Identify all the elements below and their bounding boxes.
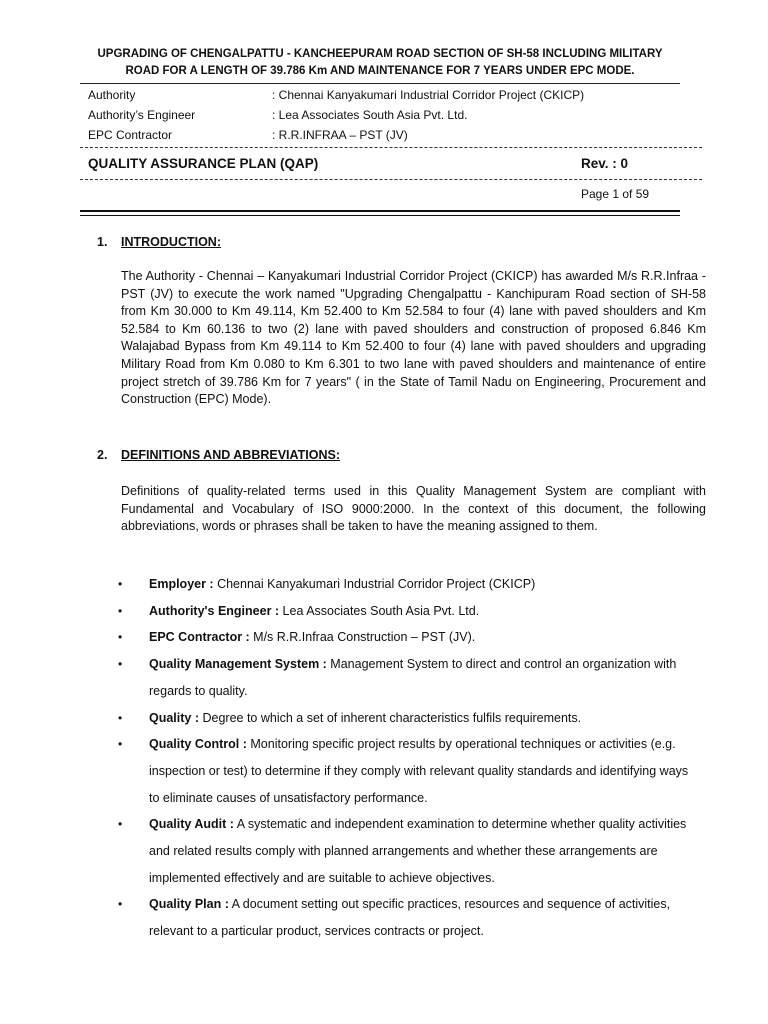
header-double-rule [80,210,680,212]
bullet-icon: • [118,897,123,912]
section-title: INTRODUCTION: [121,235,221,249]
definition-term: Authority's Engineer : [149,603,280,618]
meta-key: Authority [88,88,136,102]
definition-text: Management System to direct and control an organization with regards to quality. [149,657,677,698]
meta-value: : Chennai Kanyakumari Industrial Corridor Project (CKICP) [272,88,585,102]
dashed-divider [80,147,702,148]
revision-label: Rev. : 0 [581,156,629,171]
bullet-icon: • [118,657,123,672]
list-item [118,705,698,732]
definition-term: Quality Audit : [149,817,234,832]
bullet-icon: • [118,710,123,725]
list-item [118,731,698,811]
definition-text: Degree to which a set of inherent characteristics fulfils requirements. [199,710,582,725]
definitions-paragraph: Definitions of quality-related terms used in this Quality Management System are compliant with Fundamental and Vocabulary of ISO 9000:2000. In the context of this document, the following abbreviations, words or phrases shall be taken to have the meaning assigned to them. [121,484,706,534]
definition-term: Quality : [149,710,200,725]
meta-key: EPC Contractor [88,128,173,142]
meta-value: : Lea Associates South Asia Pvt. Ltd. [272,108,468,122]
section-title: DEFINITIONS AND ABBREVIATIONS: [121,448,340,462]
section-number: 1. [97,235,108,249]
bullet-icon: • [118,817,123,832]
definition-term: Quality Management System : [149,657,327,672]
definitions-list [118,571,698,945]
list-item [118,624,698,651]
header-rule [80,83,680,84]
section-heading-definitions [97,448,340,462]
bullet-icon: • [118,737,123,752]
list-item [118,811,698,891]
list-item [118,891,698,944]
definition-term: Quality Control : [149,737,247,752]
bullet-icon: • [118,630,123,645]
definition-text: M/s R.R.Infraa Construction – PST (JV). [249,630,476,645]
definition-text: Lea Associates South Asia Pvt. Ltd. [279,603,480,618]
introduction-paragraph: The Authority - Chennai – Kanyakumari Industrial Corridor Project (CKICP) has awarded M/s R.R.Infraa - PST (JV) to execute the work named "Upgrading Chengalpattu - Kanchipuram Road section of SH-58 from Km 30.000 to Km 49.114, Km 52.400 to Km 52.584 to four (4) lane with paved shoulders and Km 52.584 to Km 60.136 to two (2) lane with paved shoulders and construction of proposed 6.846 Km Walajabad Bypass from Km 49.114 to Km 52.400 to four (4) lane with paved shoulders and upgrading Military Road from Km 0.080 to Km 6.301 to two lane with paved shoulders and maintenance of entire project stretch of 39.786 Km for 7 years" ( in the State of Tamil Nadu on Engineering, Procurement and Construction (EPC) Mode). [121,269,706,407]
definition-text: A document setting out specific practices, resources and sequence of activities, relevant to a particular product, services contracts or project. [149,897,671,939]
header-double-rule [80,215,680,216]
page-number: Page 1 of 59 [581,187,650,201]
list-item [118,571,698,598]
definition-term: EPC Contractor : [149,630,250,645]
definition-term: Quality Plan : [149,897,229,912]
section-number: 2. [97,448,108,462]
definition-text: Chennai Kanyakumari Industrial Corridor Project (CKICP) [213,577,536,591]
bullet-icon: • [118,577,123,591]
document-title-line-1: UPGRADING OF CHENGALPATTU - KANCHEEPURAM ROAD SECTION OF SH-58 INCLUDING MILITARY [97,48,663,60]
list-item [118,651,698,704]
section-heading-introduction [97,235,221,249]
bullet-icon: • [118,603,123,618]
document-title-line-2: ROAD FOR A LENGTH OF 39.786 Km AND MAINTENANCE FOR 7 YEARS UNDER EPC MODE. [125,65,635,77]
definition-text: Monitoring specific project results by operational techniques or activities (e.g. inspection or test) to determine if they comply with relevant quality standards and identifying ways to eliminate causes of unsatisfactory performance. [149,737,689,805]
document-title [80,46,680,80]
meta-key: Authority’s Engineer [88,108,196,122]
list-item [118,598,698,625]
qap-title: QUALITY ASSURANCE PLAN (QAP) [88,156,319,171]
definition-text: A systematic and independent examination to determine whether quality activities and related results comply with planned arrangements and whether these arrangements are implemented effectively and are suitable to achieve objectives. [149,817,687,885]
dashed-divider [80,179,702,180]
meta-value: : R.R.INFRAA – PST (JV) [272,128,408,142]
definition-term: Employer : [149,577,214,591]
